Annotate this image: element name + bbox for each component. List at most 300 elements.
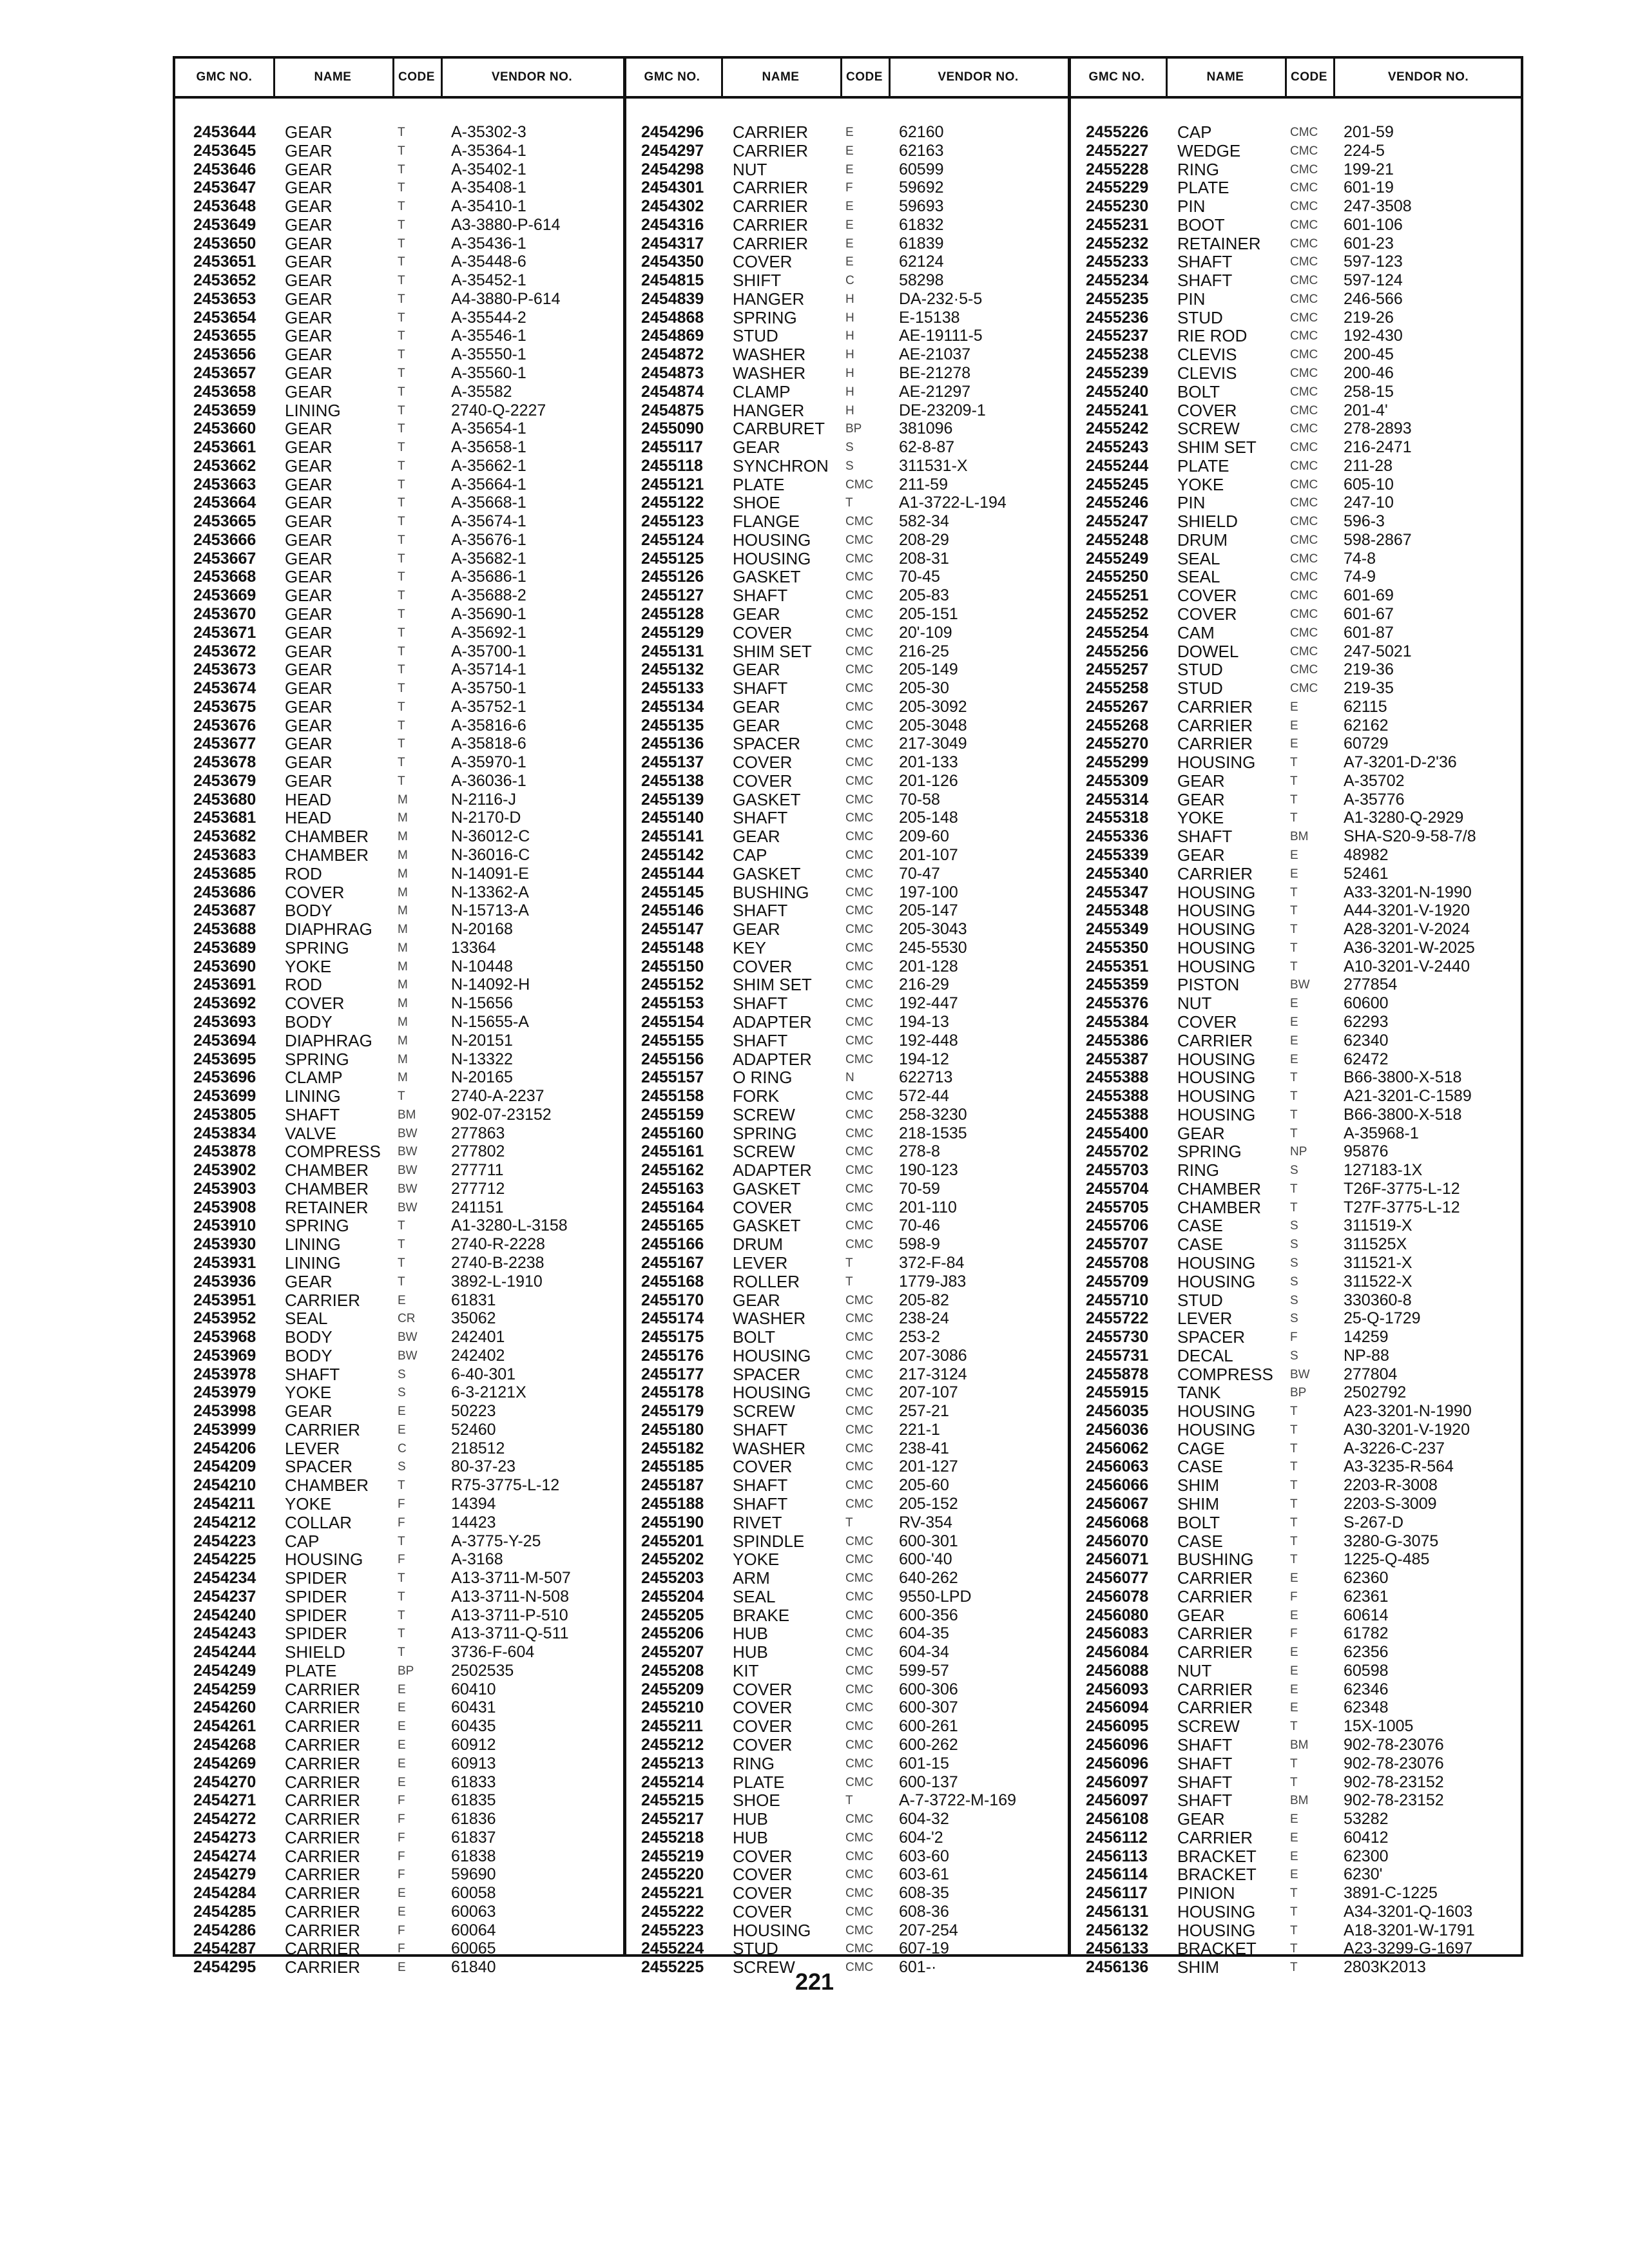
cell-gmc: 2453650 [193, 234, 256, 253]
cell-vendor: 2203-R-3008 [1344, 1476, 1438, 1495]
cell-name: CARRIER [285, 1716, 361, 1736]
cell-gmc: 2455148 [641, 938, 704, 957]
cell-vendor: 208-31 [899, 549, 949, 568]
cell-gmc: 2453665 [193, 512, 256, 531]
cell-name: GEAR [733, 697, 780, 716]
column-group-divider [1068, 59, 1071, 1954]
cell-gmc: 2456136 [1086, 1958, 1149, 1977]
cell-name: BUSHING [1177, 1550, 1254, 1570]
cell-code: T [398, 737, 405, 751]
cell-name: GEAR [285, 345, 333, 365]
cell-gmc: 2453680 [193, 790, 256, 809]
cell-code: T [398, 348, 405, 362]
cell-name: HOUSING [1177, 1068, 1256, 1088]
cell-vendor: 211-28 [1344, 456, 1393, 475]
cell-gmc: 2455122 [641, 494, 704, 512]
cell-name: CARRIER [285, 1827, 361, 1847]
cell-name: CHAMBER [285, 827, 369, 847]
cell-vendor: A-35750-1 [451, 679, 526, 698]
cell-name: GEAR [285, 159, 333, 179]
cell-vendor: 190-123 [899, 1161, 958, 1180]
cell-vendor: 3280-G-3075 [1344, 1532, 1439, 1550]
cell-name: CASE [1177, 1457, 1223, 1477]
cell-gmc: 2454261 [193, 1717, 256, 1736]
cell-gmc: 2455299 [1086, 753, 1149, 772]
cell-vendor: 201-59 [1344, 123, 1394, 141]
cell-name: HOUSING [1177, 1049, 1256, 1069]
cell-vendor: 60598 [1344, 1661, 1389, 1680]
cell-name: ARM [733, 1568, 770, 1588]
cell-vendor: 2740-A-2237 [451, 1087, 545, 1106]
cell-gmc: 2455229 [1086, 178, 1149, 197]
cell-code: M [398, 849, 408, 863]
cell-code: E [398, 1905, 406, 1919]
cell-vendor: 607-19 [899, 1939, 949, 1958]
cell-name: COVER [1177, 604, 1237, 624]
cell-vendor: AE-21037 [899, 345, 971, 364]
cell-vendor: A-35654-1 [451, 419, 526, 438]
cell-name: HANGER [733, 289, 805, 309]
cell-code: CMC [845, 1738, 874, 1752]
cell-gmc: 2453672 [193, 642, 256, 660]
cell-code: T [398, 756, 405, 770]
cell-name: SPRING [733, 307, 797, 327]
cell-code: BP [398, 1664, 414, 1678]
cell-gmc: 2455230 [1086, 197, 1149, 216]
cell-name: LINING [285, 1235, 341, 1254]
cell-vendor: BE-21278 [899, 364, 971, 382]
cell-gmc: 2453693 [193, 1012, 256, 1031]
cell-vendor: 205-30 [899, 679, 949, 698]
cell-name: BODY [285, 901, 333, 921]
cell-vendor: 60410 [451, 1680, 496, 1698]
cell-name: SHAFT [733, 586, 788, 606]
cell-code: M [398, 997, 408, 1011]
cell-vendor: A30-3201-V-1920 [1344, 1420, 1470, 1439]
header-cell-divider [273, 59, 275, 96]
cell-gmc: 2455218 [641, 1828, 704, 1847]
cell-gmc: 2455227 [1086, 141, 1149, 160]
cell-gmc: 2453681 [193, 809, 256, 827]
cell-code: S [398, 1386, 406, 1400]
cell-code: CMC [845, 1460, 874, 1474]
cell-vendor: DA-232·5-5 [899, 289, 983, 308]
cell-gmc: 2453645 [193, 141, 256, 160]
cell-gmc: 2455251 [1086, 586, 1149, 605]
header-cell-divider [721, 59, 723, 96]
cell-gmc: 2455722 [1086, 1309, 1149, 1328]
cell-name: LINING [285, 400, 341, 420]
cell-vendor: 381096 [899, 419, 953, 438]
cell-name: HOUSING [1177, 901, 1256, 921]
cell-vendor: 201-107 [899, 846, 958, 865]
cell-gmc: 2455314 [1086, 790, 1149, 809]
cell-name: CARRIER [285, 1419, 361, 1439]
cell-name: DRUM [733, 1235, 783, 1254]
cell-code: CMC [845, 923, 874, 937]
cell-name: KIT [733, 1660, 759, 1680]
cell-vendor: 311531-X [899, 456, 968, 475]
cell-code: T [398, 533, 405, 547]
cell-name: GASKET [733, 567, 801, 587]
cell-gmc: 2453668 [193, 568, 256, 586]
cell-name: YOKE [1177, 474, 1224, 494]
cell-gmc: 2454815 [641, 271, 704, 290]
cell-name: ROD [285, 863, 322, 883]
cell-name: SHAFT [733, 1494, 788, 1514]
cell-vendor: 50223 [451, 1402, 496, 1421]
cell-vendor: 201-110 [899, 1198, 957, 1216]
cell-code: CMC [845, 774, 874, 788]
cell-vendor: N-10448 [451, 957, 513, 975]
cell-code: CMC [845, 904, 874, 918]
cell-name: GEAR [733, 1290, 780, 1310]
cell-code: CMC [1290, 644, 1318, 658]
cell-vendor: 600-261 [899, 1717, 958, 1736]
cell-code: CMC [1290, 218, 1318, 232]
cell-vendor: 600-262 [899, 1735, 958, 1754]
cell-name: GEAR [285, 548, 333, 568]
cell-code: T [1290, 1756, 1298, 1771]
cell-code: T [1290, 885, 1298, 899]
cell-gmc: 2454225 [193, 1550, 256, 1569]
header-gmc: GMC NO. [196, 70, 253, 84]
cell-gmc: 2455228 [1086, 160, 1149, 178]
cell-code: T [398, 255, 405, 269]
cell-name: GEAR [285, 660, 333, 680]
cell-code: T [1290, 1923, 1298, 1937]
cell-code: CMC [845, 700, 874, 714]
cell-gmc: 2454244 [193, 1643, 256, 1662]
cell-gmc: 2455309 [1086, 771, 1149, 790]
cell-name: GEAR [733, 604, 780, 624]
cell-vendor: 902-78-23152 [1344, 1791, 1444, 1810]
cell-gmc: 2454296 [641, 123, 704, 141]
cell-vendor: A-35448-6 [451, 253, 526, 271]
cell-name: SPIDER [285, 1605, 347, 1625]
cell-gmc: 2455202 [641, 1550, 704, 1569]
cell-gmc: 2455708 [1086, 1253, 1149, 1272]
cell-code: CMC [845, 1367, 874, 1381]
cell-code: T [398, 200, 405, 214]
cell-gmc: 2455336 [1086, 827, 1149, 846]
cell-vendor: 61782 [1344, 1624, 1389, 1643]
cell-code: CR [398, 1312, 416, 1326]
cell-gmc: 2455387 [1086, 1050, 1149, 1068]
cell-name: SHIFT [733, 271, 782, 291]
cell-name: BOOT [1177, 215, 1225, 235]
cell-code: T [1290, 1905, 1298, 1919]
cell-gmc: 2455257 [1086, 660, 1149, 679]
cell-name: GEAR [285, 530, 333, 550]
cell-gmc: 2455182 [641, 1439, 704, 1457]
cell-vendor: 311522-X [1344, 1272, 1412, 1291]
cell-name: SCREW [733, 1401, 795, 1421]
cell-gmc: 2456096 [1086, 1754, 1149, 1773]
cell-gmc: 2454287 [193, 1939, 256, 1958]
cell-vendor: A-35676-1 [451, 530, 526, 549]
cell-code: S [1290, 1219, 1298, 1233]
cell-code: T [398, 218, 405, 232]
cell-gmc: 2454301 [641, 178, 704, 197]
cell-code: CMC [845, 1961, 874, 1975]
cell-name: TANK [1177, 1383, 1221, 1403]
cell-vendor: 247-3508 [1344, 197, 1412, 216]
cell-name: CARRIER [1177, 1624, 1253, 1644]
cell-code: CMC [845, 1553, 874, 1567]
cell-code: T [1290, 774, 1298, 788]
cell-name: GEAR [285, 641, 333, 661]
cell-name: HOUSING [733, 548, 811, 568]
cell-vendor: 277854 [1344, 975, 1398, 994]
cell-gmc: 2453679 [193, 771, 256, 790]
cell-gmc: 2453651 [193, 253, 256, 271]
cell-name: GEAR [285, 697, 333, 716]
cell-code: T [398, 1256, 405, 1270]
cell-code: CMC [845, 1942, 874, 1956]
cell-vendor: 59690 [451, 1865, 496, 1884]
cell-gmc: 2456062 [1086, 1439, 1149, 1457]
cell-vendor: AE-21297 [899, 382, 971, 401]
cell-gmc: 2455129 [641, 623, 704, 642]
cell-name: BUSHING [733, 882, 809, 902]
cell-vendor: 60065 [451, 1939, 496, 1958]
cell-name: PLATE [733, 1772, 785, 1792]
cell-name: HUB [733, 1624, 768, 1644]
cell-gmc: 2455236 [1086, 308, 1149, 327]
cell-name: HOUSING [1177, 919, 1256, 939]
cell-vendor: AE-19111-5 [899, 327, 983, 345]
cell-vendor: 74-9 [1344, 568, 1376, 586]
cell-name: CARRIER [285, 1290, 361, 1310]
cell-code: CMC [845, 1868, 874, 1882]
cell-gmc: 2455206 [641, 1624, 704, 1643]
cell-code: E [1290, 1868, 1298, 1882]
cell-gmc: 2455158 [641, 1087, 704, 1106]
cell-name: COVER [733, 1197, 793, 1217]
cell-name: CARRIER [285, 1865, 361, 1885]
cell-vendor: 1779-J83 [899, 1272, 967, 1291]
cell-vendor: 596-3 [1344, 512, 1385, 531]
cell-code: CMC [1290, 459, 1318, 473]
cell-name: SEAL [733, 1586, 776, 1606]
cell-vendor: 597-124 [1344, 271, 1403, 290]
cell-vendor: N-13362-A [451, 883, 529, 901]
cell-code: E [398, 1293, 406, 1307]
cell-gmc: 2455915 [1086, 1383, 1149, 1402]
cell-vendor: 221-1 [899, 1420, 940, 1439]
cell-gmc: 2453661 [193, 438, 256, 457]
cell-vendor: A-35408-1 [451, 178, 526, 197]
cell-vendor: 217-3124 [899, 1365, 967, 1383]
cell-vendor: 60600 [1344, 994, 1389, 1013]
cell-vendor: A10-3201-V-2440 [1344, 957, 1470, 975]
cell-code: BM [398, 1108, 416, 1122]
cell-name: VALVE [285, 1123, 336, 1143]
cell-name: HOUSING [733, 1383, 811, 1403]
cell-code: M [398, 830, 408, 844]
cell-vendor: 2740-Q-2227 [451, 401, 546, 419]
cell-vendor: A-35688-2 [451, 586, 526, 605]
cell-code: T [845, 1794, 853, 1808]
cell-vendor: A44-3201-V-1920 [1344, 901, 1470, 920]
cell-vendor: 14394 [451, 1494, 496, 1513]
cell-code: S [1290, 1349, 1298, 1363]
cell-gmc: 2454868 [641, 308, 704, 327]
cell-code: E [1290, 1571, 1298, 1586]
cell-gmc: 2455348 [1086, 901, 1149, 920]
cell-gmc: 2455705 [1086, 1198, 1149, 1216]
cell-gmc: 2456066 [1086, 1476, 1149, 1495]
cell-code: CMC [845, 1701, 874, 1715]
cell-code: S [398, 1460, 406, 1474]
cell-name: LEVER [1177, 1309, 1233, 1329]
cell-gmc: 2453667 [193, 549, 256, 568]
cell-gmc: 2453936 [193, 1272, 256, 1291]
cell-code: M [398, 1015, 408, 1029]
cell-code: CMC [845, 533, 874, 547]
cell-gmc: 2455162 [641, 1161, 704, 1180]
cell-name: CARRIER [733, 178, 809, 198]
column-group-divider [623, 59, 626, 1954]
cell-vendor: 192-430 [1344, 327, 1403, 345]
cell-name: ADAPTER [733, 1012, 812, 1032]
table-header [175, 59, 1521, 99]
cell-code: CMC [1290, 552, 1318, 566]
cell-vendor: 70-58 [899, 790, 940, 809]
cell-code: CMC [845, 1182, 874, 1196]
cell-code: H [845, 348, 854, 362]
cell-name: CARRIER [1177, 697, 1253, 716]
cell-name: COVER [1177, 586, 1237, 606]
cell-vendor: A-35664-1 [451, 475, 526, 494]
cell-vendor: 200-46 [1344, 364, 1394, 382]
cell-code: T [398, 126, 405, 139]
cell-name: BODY [285, 1012, 333, 1032]
cell-code: E [1290, 867, 1298, 881]
cell-gmc: 2455141 [641, 827, 704, 846]
cell-name: PINION [1177, 1883, 1235, 1903]
cell-gmc: 2455224 [641, 1939, 704, 1958]
cell-gmc: 2453999 [193, 1420, 256, 1439]
cell-code: CMC [1290, 126, 1318, 139]
cell-gmc: 2453908 [193, 1198, 256, 1216]
cell-gmc: 2455140 [641, 809, 704, 827]
cell-vendor: 62162 [1344, 716, 1389, 735]
cell-code: T [845, 1515, 853, 1530]
cell-vendor: 62293 [1344, 1012, 1389, 1031]
cell-vendor: N-20165 [451, 1068, 513, 1087]
cell-code: E [1290, 1701, 1298, 1715]
cell-vendor: 207-3086 [899, 1346, 967, 1365]
cell-code: H [845, 329, 854, 343]
cell-code: CMC [845, 1831, 874, 1845]
cell-name: BRACKET [1177, 1846, 1257, 1866]
cell-code: CMC [1290, 663, 1318, 677]
cell-vendor: 62346 [1344, 1680, 1389, 1698]
cell-code: CMC [845, 1349, 874, 1363]
cell-code: CMC [845, 1608, 874, 1622]
cell-gmc: 2454209 [193, 1457, 256, 1476]
cell-code: CMC [1290, 570, 1318, 584]
cell-gmc: 2455702 [1086, 1142, 1149, 1161]
cell-gmc: 2455213 [641, 1754, 704, 1773]
cell-name: GEAR [285, 271, 333, 291]
cell-vendor: 258-15 [1344, 382, 1394, 401]
cell-name: COVER [285, 882, 345, 902]
cell-code: BM [1290, 830, 1309, 844]
cell-gmc: 2455359 [1086, 975, 1149, 994]
cell-code: CMC [845, 1905, 874, 1919]
cell-code: CMC [845, 978, 874, 992]
cell-code: T [398, 718, 405, 733]
cell-code: S [398, 1367, 406, 1381]
cell-code: T [398, 459, 405, 473]
cell-code: T [398, 1608, 405, 1622]
cell-code: CMC [845, 867, 874, 881]
cell-name: HOUSING [1177, 753, 1256, 773]
cell-gmc: 2454260 [193, 1698, 256, 1717]
cell-gmc: 2455248 [1086, 530, 1149, 549]
cell-gmc: 2455710 [1086, 1291, 1149, 1309]
cell-vendor: 330360-8 [1344, 1291, 1412, 1309]
cell-code: E [1290, 997, 1298, 1011]
cell-vendor: A1-3280-Q-2929 [1344, 809, 1464, 827]
cell-gmc: 2456097 [1086, 1773, 1149, 1791]
cell-vendor: 192-447 [899, 994, 958, 1013]
cell-code: F [398, 1942, 405, 1956]
cell-code: T [1290, 811, 1298, 825]
cell-code: M [398, 1071, 408, 1085]
cell-name: CARRIER [285, 1679, 361, 1699]
cell-name: SHAFT [1177, 1753, 1233, 1773]
cell-gmc: 2453657 [193, 364, 256, 382]
cell-vendor: 62356 [1344, 1643, 1389, 1662]
cell-vendor: A-35776 [1344, 790, 1405, 809]
cell-gmc: 2455205 [641, 1606, 704, 1624]
cell-gmc: 2455254 [1086, 623, 1149, 642]
cell-gmc: 2455707 [1086, 1235, 1149, 1254]
cell-code: CMC [1290, 292, 1318, 306]
cell-vendor: 217-3049 [899, 735, 967, 753]
cell-code: T [398, 181, 405, 195]
cell-name: GEAR [285, 1271, 333, 1291]
cell-vendor: 14259 [1344, 1328, 1389, 1347]
cell-gmc: 2455190 [641, 1513, 704, 1532]
cell-gmc: 2455127 [641, 586, 704, 605]
cell-vendor: A21-3201-C-1589 [1344, 1087, 1472, 1106]
header-vendor: VENDOR NO. [491, 70, 573, 84]
cell-name: WASHER [733, 1438, 806, 1458]
cell-gmc: 2456077 [1086, 1569, 1149, 1588]
cell-gmc: 2455139 [641, 790, 704, 809]
cell-name: COVER [733, 1901, 793, 1921]
cell-vendor: 61836 [451, 1810, 496, 1829]
cell-vendor: B66-3800-X-518 [1344, 1068, 1462, 1087]
cell-gmc: 2455155 [641, 1031, 704, 1050]
cell-name: GASKET [733, 1178, 801, 1198]
cell-name: CHAMBER [285, 845, 369, 865]
cell-vendor: N-13322 [451, 1050, 513, 1068]
cell-vendor: 205-151 [899, 605, 958, 624]
cell-vendor: 2740-R-2228 [451, 1235, 545, 1254]
cell-code: E [845, 162, 854, 177]
cell-vendor: 246-566 [1344, 289, 1403, 308]
cell-gmc: 2454271 [193, 1791, 256, 1810]
cell-vendor: 216-29 [899, 975, 949, 994]
cell-gmc: 2453677 [193, 735, 256, 753]
cell-vendor: 604-32 [899, 1810, 949, 1829]
